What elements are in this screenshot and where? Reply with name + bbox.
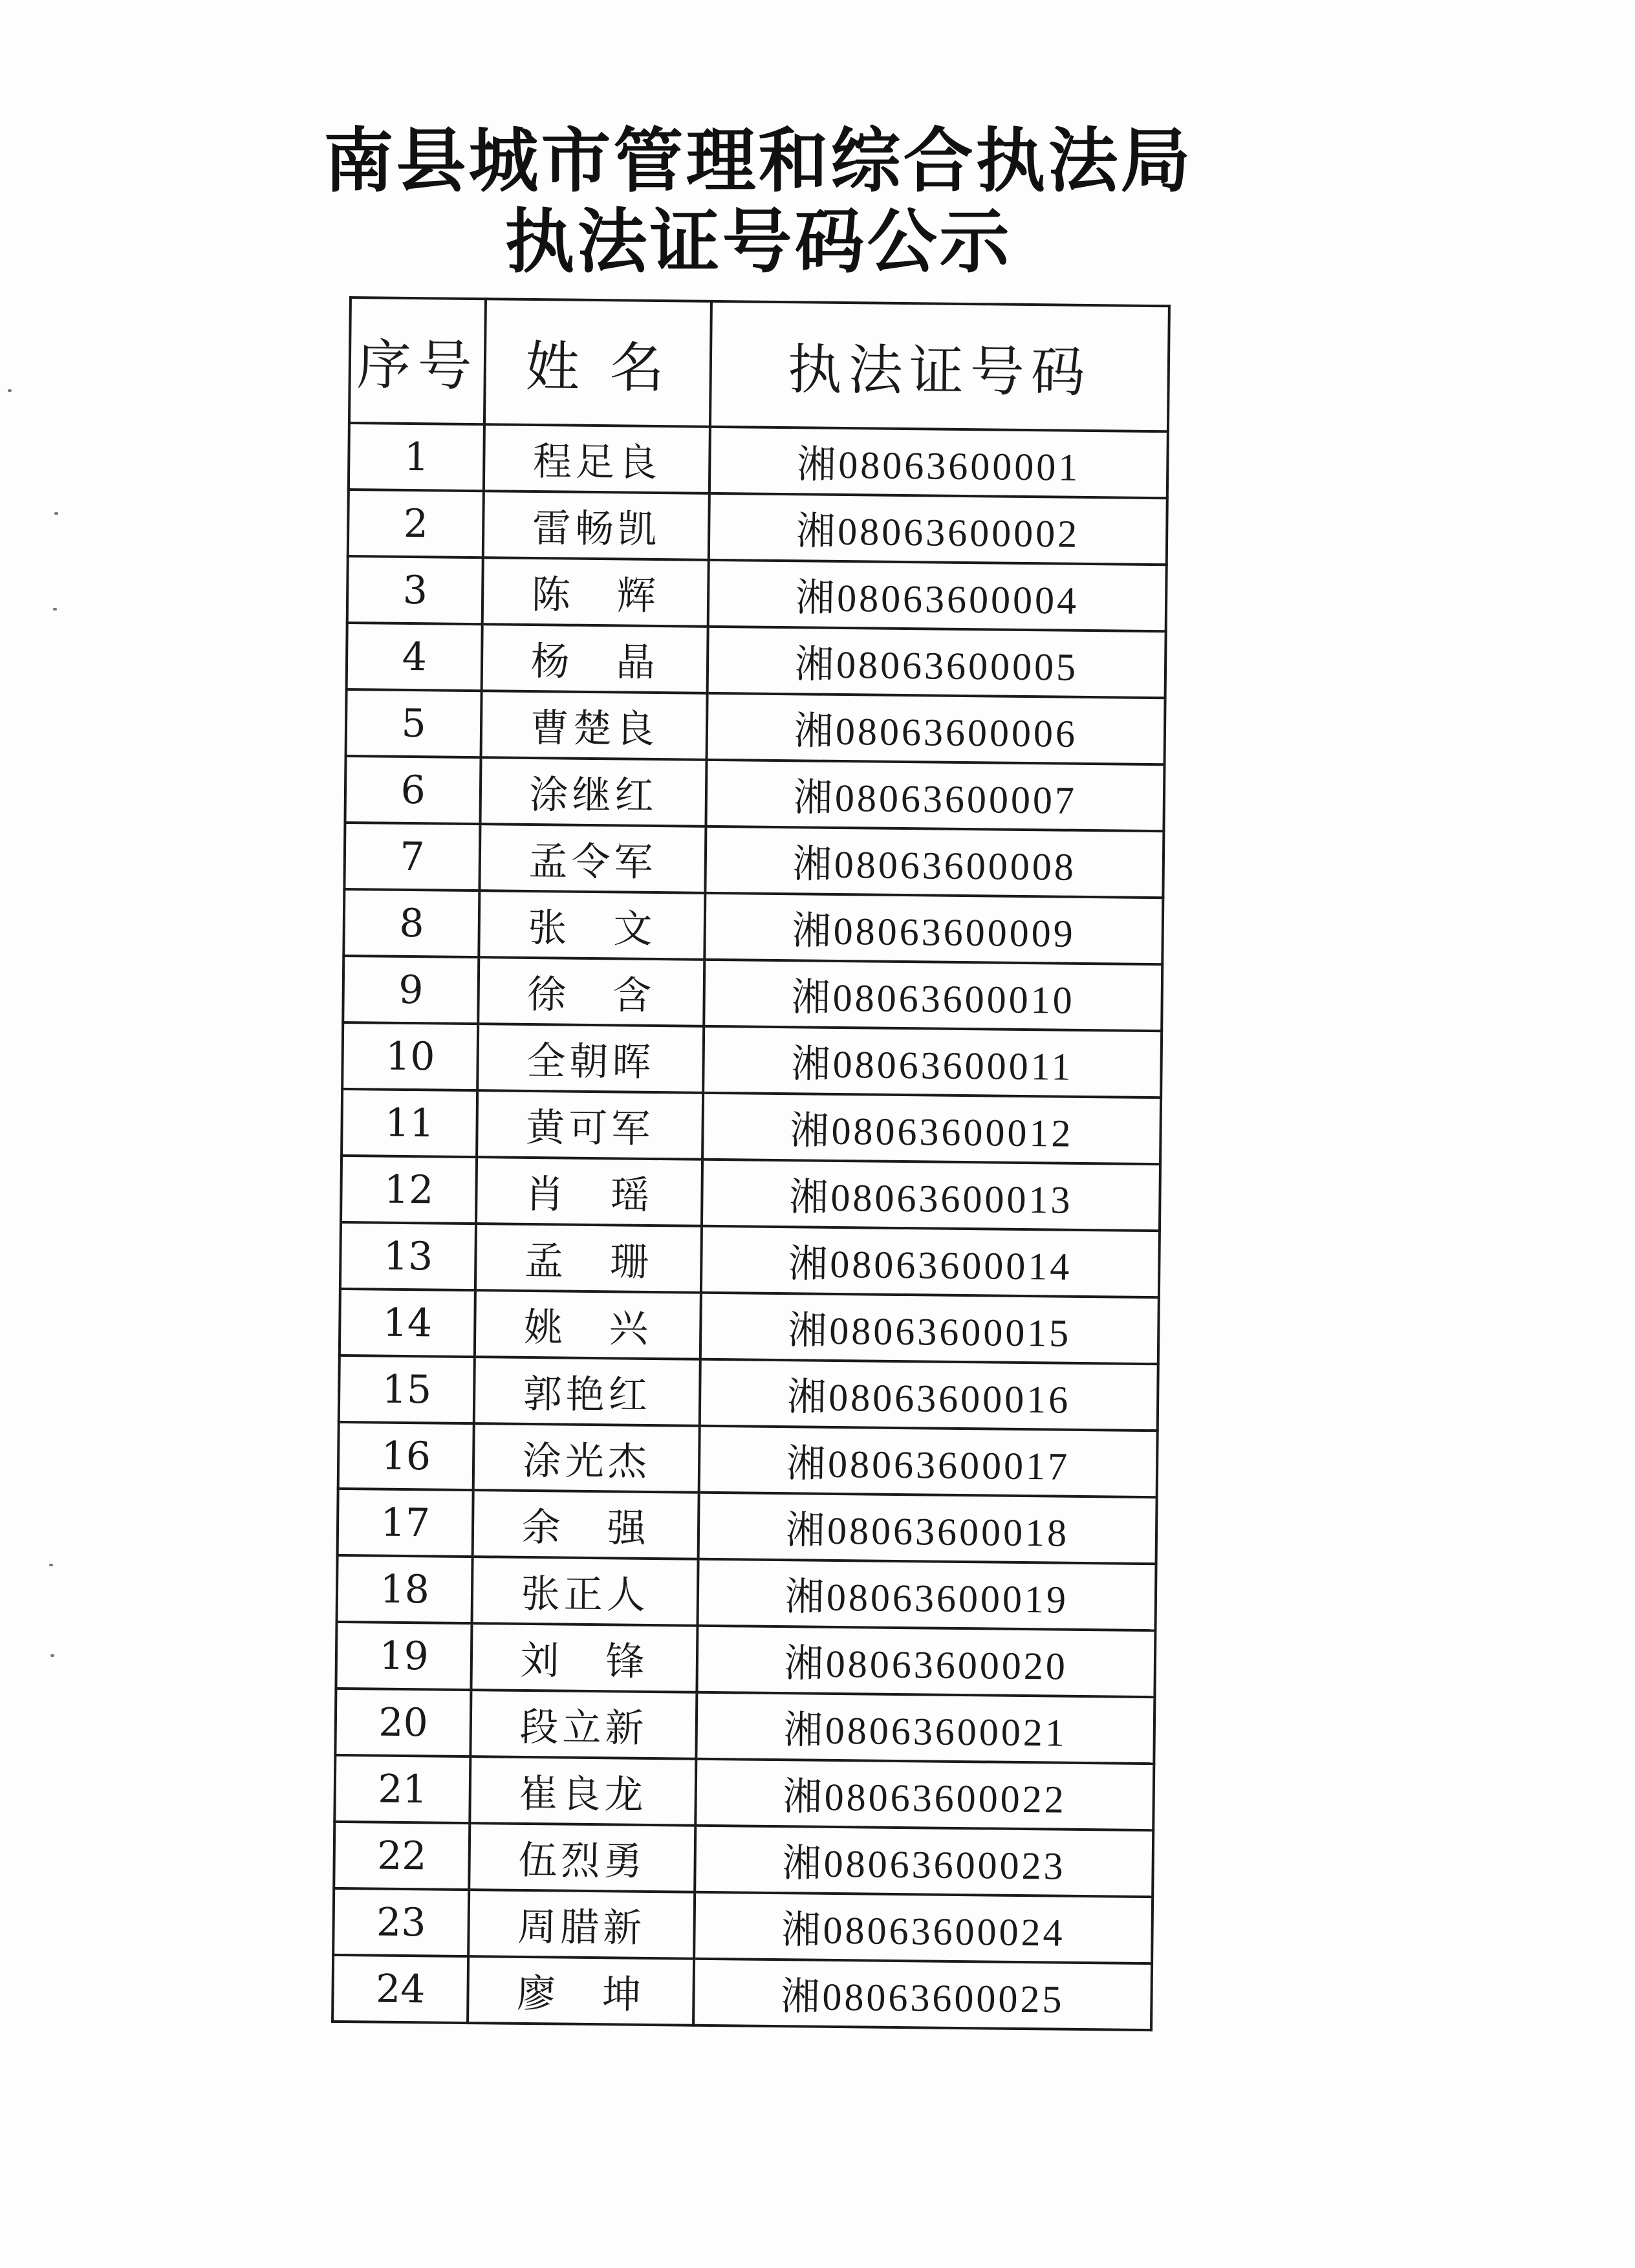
certificate-number-cell: 湘08063600015 <box>700 1293 1159 1364</box>
table-row <box>348 490 1167 565</box>
name-cell: 刘 锋 <box>471 1623 698 1692</box>
serial-number-cell: 18 <box>337 1555 473 1623</box>
name-cell: 姚 兴 <box>475 1290 701 1359</box>
certificate-number-cell: 湘08063600010 <box>704 960 1162 1031</box>
table-row <box>341 1089 1161 1164</box>
scan-speck <box>53 608 57 610</box>
certificate-number-cell: 湘08063600007 <box>706 760 1164 831</box>
serial-number-cell: 6 <box>345 756 481 824</box>
table-row <box>347 623 1166 698</box>
serial-number-cell: 11 <box>341 1089 477 1157</box>
table-row <box>334 1822 1153 1897</box>
name-cell: 杨 晶 <box>482 624 708 693</box>
table-row <box>338 1422 1158 1497</box>
name-cell: 涂光杰 <box>473 1423 700 1493</box>
table-row <box>347 556 1167 631</box>
certificate-number-cell: 湘08063600013 <box>702 1160 1160 1231</box>
name-cell: 徐 含 <box>479 957 705 1026</box>
certificate-number-cell: 湘08063600008 <box>705 826 1164 898</box>
document-title: 南县城市管理和综合执法局 <box>323 121 1193 202</box>
certificate-number-cell: 湘08063600021 <box>696 1692 1154 1764</box>
certificate-number-cell: 湘08063600001 <box>709 427 1168 498</box>
name-cell: 雷畅凯 <box>483 491 709 560</box>
name-cell: 伍烈勇 <box>470 1823 696 1892</box>
serial-number-cell: 15 <box>339 1355 475 1423</box>
serial-number-cell: 2 <box>348 490 484 557</box>
table-row <box>332 1955 1152 2030</box>
name-cell: 周腊新 <box>468 1890 695 1959</box>
serial-number-cell: 10 <box>342 1022 478 1090</box>
certificate-number-cell: 湘08063600020 <box>697 1626 1155 1697</box>
table-row <box>334 1755 1154 1830</box>
table-row <box>340 1222 1160 1297</box>
serial-number-cell: 20 <box>335 1689 471 1756</box>
table-row <box>338 1489 1157 1564</box>
certificate-number-cell: 湘08063600014 <box>701 1226 1160 1297</box>
certificate-number-cell: 湘08063600016 <box>700 1359 1158 1431</box>
certificate-number-cell: 湘08063600004 <box>708 560 1167 631</box>
name-cell: 张正人 <box>472 1557 698 1626</box>
serial-number-cell: 23 <box>333 1888 469 1956</box>
name-cell: 廖 坤 <box>468 1956 694 2025</box>
header-certificate-number: 执法证号码 <box>710 301 1169 431</box>
certificate-number-cell: 湘08063600024 <box>694 1892 1153 1963</box>
name-cell: 郭艳红 <box>474 1357 700 1426</box>
header-serial-number: 序号 <box>349 297 486 424</box>
serial-number-cell: 17 <box>338 1489 473 1557</box>
roster-table <box>331 296 1171 2031</box>
certificate-number-cell: 湘08063600012 <box>702 1093 1161 1164</box>
scan-speck <box>50 1654 54 1657</box>
serial-number-cell: 5 <box>346 689 482 757</box>
serial-number-cell: 21 <box>334 1755 470 1823</box>
certificate-number-cell: 湘08063600025 <box>693 1959 1152 2030</box>
header-name: 姓 名 <box>484 299 711 427</box>
table-row <box>344 823 1164 898</box>
serial-number-cell: 3 <box>347 556 483 624</box>
table-row <box>345 756 1164 831</box>
table-row <box>333 1888 1153 1963</box>
certificate-number-cell: 湘08063600018 <box>698 1493 1157 1564</box>
serial-number-cell: 8 <box>343 889 479 957</box>
scan-speck <box>8 389 12 392</box>
certificate-number-cell: 湘08063600009 <box>704 893 1163 964</box>
table-row <box>346 689 1165 764</box>
table-body <box>332 423 1168 2030</box>
table-row <box>342 1022 1162 1097</box>
table-row <box>335 1689 1154 1764</box>
serial-number-cell: 22 <box>334 1822 470 1890</box>
table-row <box>343 889 1163 964</box>
document-subtitle: 执法证号码公示 <box>504 202 1012 283</box>
scan-speck <box>54 512 58 515</box>
table-row <box>341 1156 1160 1231</box>
name-cell: 涂继红 <box>481 757 707 826</box>
name-cell: 肖 瑶 <box>476 1157 702 1226</box>
table-row <box>343 956 1162 1031</box>
table-row <box>349 423 1168 498</box>
serial-number-cell: 7 <box>344 823 480 891</box>
name-cell: 崔良龙 <box>470 1756 697 1826</box>
name-cell: 孟 珊 <box>475 1224 702 1293</box>
certificate-number-cell: 湘08063600022 <box>695 1759 1154 1830</box>
name-cell: 程足良 <box>484 424 710 493</box>
certificate-number-cell: 湘08063600002 <box>709 493 1167 565</box>
table-row <box>336 1622 1155 1697</box>
name-cell: 曹楚良 <box>481 691 708 760</box>
serial-number-cell: 1 <box>349 423 484 491</box>
name-cell: 段立新 <box>471 1690 697 1759</box>
name-cell: 黄可军 <box>477 1090 703 1160</box>
name-cell: 孟令军 <box>480 824 706 893</box>
serial-number-cell: 9 <box>343 956 479 1024</box>
table-header-row <box>349 297 1169 431</box>
certificate-number-cell: 湘08063600011 <box>703 1026 1162 1097</box>
table-row <box>339 1355 1158 1431</box>
certificate-number-cell: 湘08063600019 <box>698 1559 1156 1630</box>
certificate-number-cell: 湘08063600005 <box>708 627 1166 698</box>
serial-number-cell: 16 <box>338 1422 474 1490</box>
scan-speck <box>49 1564 53 1566</box>
serial-number-cell: 19 <box>336 1622 471 1690</box>
name-cell: 全朝晖 <box>477 1024 704 1093</box>
serial-number-cell: 14 <box>340 1289 475 1357</box>
serial-number-cell: 13 <box>340 1222 476 1290</box>
serial-number-cell: 4 <box>347 623 482 691</box>
certificate-number-cell: 湘08063600017 <box>699 1426 1158 1497</box>
serial-number-cell: 24 <box>332 1955 468 2023</box>
name-cell: 陈 辉 <box>482 557 709 627</box>
certificate-number-cell: 湘08063600006 <box>707 693 1165 764</box>
table-row <box>340 1289 1159 1364</box>
serial-number-cell: 12 <box>341 1156 477 1224</box>
name-cell: 张 文 <box>479 891 706 960</box>
name-cell: 余 强 <box>473 1490 699 1559</box>
table-row <box>337 1555 1156 1630</box>
certificate-number-cell: 湘08063600023 <box>695 1826 1153 1897</box>
